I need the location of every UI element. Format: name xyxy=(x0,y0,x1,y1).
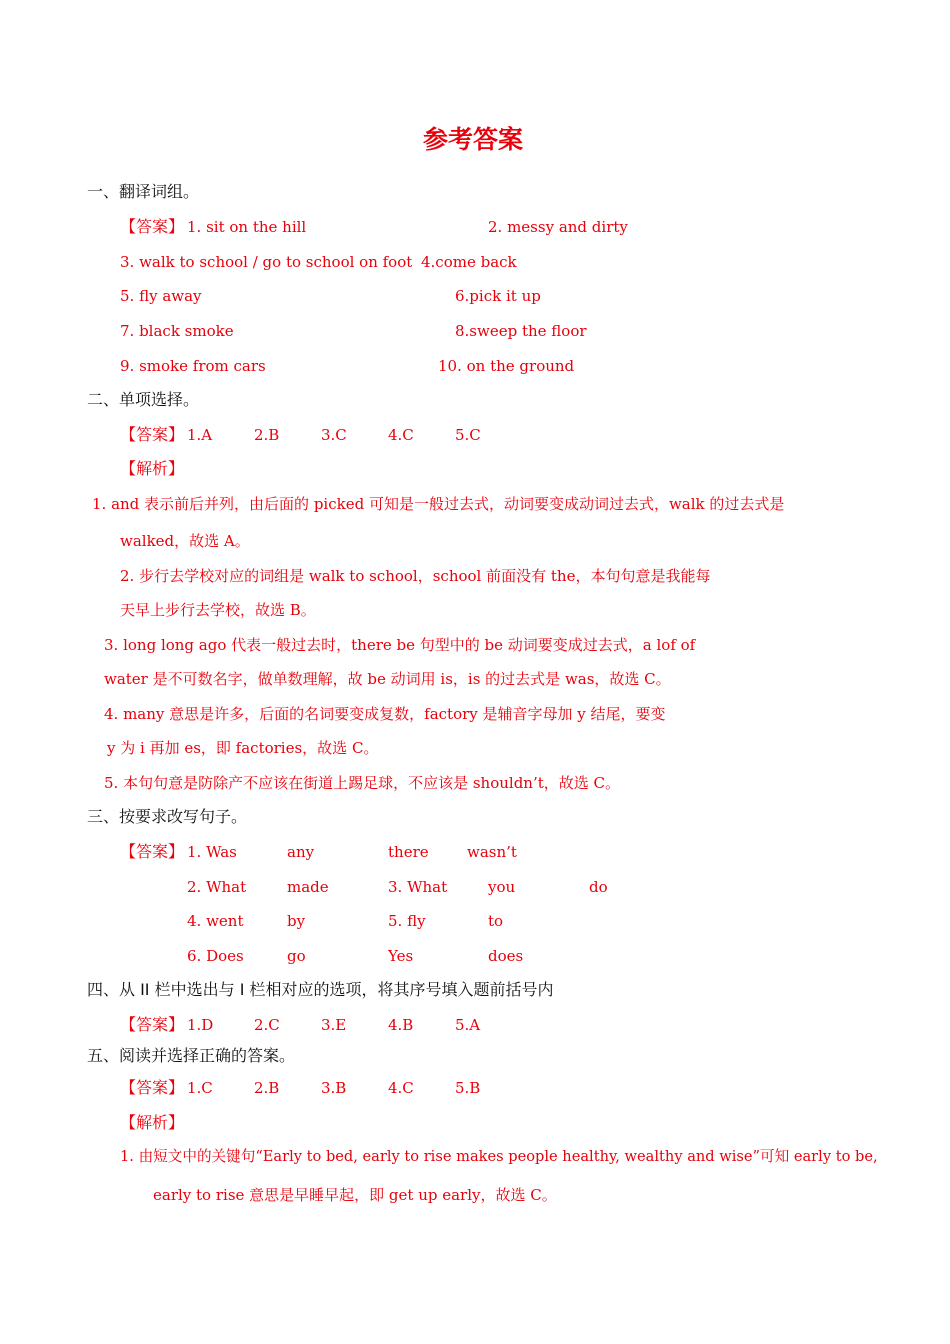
section-2-heading: 二、单项选择。 xyxy=(87,390,200,409)
s1-item: 9. smoke from cars xyxy=(120,357,266,375)
s2-analysis-line: 天早上步行去学校，故选 B。 xyxy=(120,601,316,619)
s3-cell: 3. What xyxy=(388,878,448,896)
answer-tag: 【答案】 xyxy=(120,425,185,444)
answer-tag: 【答案】 xyxy=(120,217,185,236)
s5-analysis-line: 1. 由短文中的关键句“Early to bed, early to rise makes people healthy, wealthy and wise”可知 early to be, xyxy=(120,1148,878,1165)
s3-cell: do xyxy=(589,878,608,896)
s2-answer: 2.B xyxy=(254,426,280,444)
s3-cell: any xyxy=(287,843,315,861)
section-4-heading: 四、从 II 栏中选出与 I 栏相对应的选项，将其序号填入题前括号内 xyxy=(87,980,554,999)
s4-answer: 5.A xyxy=(455,1016,481,1034)
s2-answer: 3.C xyxy=(321,426,347,444)
s3-cell: 4. went xyxy=(187,912,244,930)
section-1-heading: 一、翻译词组。 xyxy=(87,182,200,201)
s3-cell: you xyxy=(488,878,516,896)
s2-answer: 5.C xyxy=(455,426,481,444)
s2-analysis-line: y 为 i 再加 es，即 factories，故选 C。 xyxy=(107,739,379,757)
s3-cell: by xyxy=(287,912,306,930)
section-5-heading: 五、阅读并选择正确的答案。 xyxy=(87,1046,296,1065)
s3-cell: Yes xyxy=(388,947,414,965)
s1-item: 4.come back xyxy=(421,253,517,271)
s3-cell: 1. Was xyxy=(187,843,237,861)
s3-cell: there xyxy=(388,843,429,861)
section-3-heading: 三、按要求改写句子。 xyxy=(87,807,248,826)
answer-tag: 【答案】 xyxy=(120,1015,185,1034)
s2-analysis-line: 1. and 表示前后并列，由后面的 picked 可知是一般过去式，动词要变成动词过去式，walk 的过去式是 xyxy=(92,495,785,513)
s4-answer: 4.B xyxy=(388,1016,414,1034)
s2-analysis-line: 4. many 意思是许多，后面的名词要变成复数，factory 是辅音字母加 y 结尾，要变 xyxy=(104,705,666,723)
s5-answer: 4.C xyxy=(388,1079,414,1097)
s5-answer: 3.B xyxy=(321,1079,347,1097)
s3-cell: 5. fly xyxy=(388,912,426,930)
s3-cell: 6. Does xyxy=(187,947,244,965)
s2-analysis-line: 3. long long ago 代表一般过去时，there be 句型中的 be 动词要变成过去式，a lof of xyxy=(104,636,696,654)
s5-answer: 5.B xyxy=(455,1079,481,1097)
s1-item: 3. walk to school / go to school on foot xyxy=(120,253,413,271)
answer-tag: 【答案】 xyxy=(120,1078,185,1097)
s3-cell: 2. What xyxy=(187,878,247,896)
s4-answer: 1.D xyxy=(187,1016,214,1034)
s3-cell: wasn’t xyxy=(467,843,517,861)
s4-answer: 2.C xyxy=(254,1016,280,1034)
answer-tag: 【答案】 xyxy=(120,842,185,861)
s4-answer: 3.E xyxy=(321,1016,347,1034)
s3-cell: does xyxy=(488,947,524,965)
s2-answer: 1.A xyxy=(187,426,213,444)
s2-analysis-line: 5. 本句句意是防除产不应该在街道上踢足球，不应该是 shouldn’t，故选 C。 xyxy=(104,774,621,792)
s5-analysis-line: early to rise 意思是早睡早起，即 get up early，故选 C。 xyxy=(153,1186,557,1204)
analysis-tag: 【解析】 xyxy=(120,1113,185,1132)
s3-cell: go xyxy=(287,947,306,965)
s5-answer: 1.C xyxy=(187,1079,213,1097)
s1-item: 1. sit on the hill xyxy=(187,218,307,236)
s5-answer: 2.B xyxy=(254,1079,280,1097)
s3-cell: to xyxy=(488,912,504,930)
page-title: 参考答案 xyxy=(423,125,524,154)
s2-analysis-line: water 是不可数名字，做单数理解，故 be 动词用 is，is 的过去式是 was，故选 C。 xyxy=(104,670,671,688)
s1-item: 7. black smoke xyxy=(120,322,234,340)
s2-answer: 4.C xyxy=(388,426,414,444)
analysis-tag: 【解析】 xyxy=(120,459,185,478)
s1-item: 5. fly away xyxy=(120,287,202,305)
s1-item: 8.sweep the floor xyxy=(455,322,587,340)
s2-analysis-line: walked，故选 A。 xyxy=(120,532,250,550)
s2-analysis-line: 2. 步行去学校对应的词组是 walk to school，school 前面没有 the，本句句意是我能每 xyxy=(120,567,711,585)
s1-item: 2. messy and dirty xyxy=(488,218,628,236)
s1-item: 6.pick it up xyxy=(455,287,541,305)
s1-item: 10. on the ground xyxy=(438,357,575,375)
s3-cell: made xyxy=(287,878,329,896)
